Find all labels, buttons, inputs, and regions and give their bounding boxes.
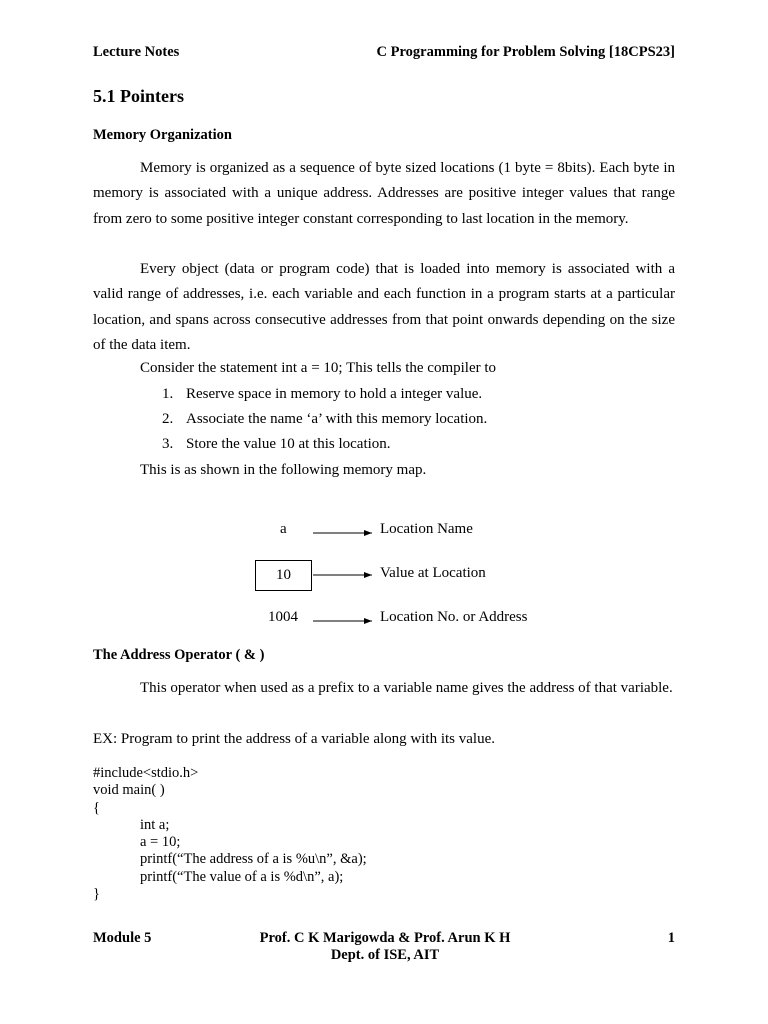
consider-statement: Consider the statement int a = 10; This tells the compiler to xyxy=(140,360,497,376)
memory-org-paragraph-1-text: Memory is organized as a sequence of byte sized locations (1 byte = 8bits). Each byte in memory is associated with a unique address. Addresses are positive integer values that range from zero to some positive integer constant corresponding to last location in the memory. xyxy=(93,160,675,227)
list-item-text: Reserve space in memory to hold a integer value. xyxy=(186,386,483,402)
list-item-text: Store the value 10 at this location. xyxy=(186,436,391,452)
footer-dept: Dept. of ISE, AIT xyxy=(330,947,440,963)
footer-page-number: 1 xyxy=(667,930,675,946)
address-operator-heading: The Address Operator ( & ) xyxy=(93,647,265,663)
address-operator-paragraph-text: This operator when used as a prefix to a variable name gives the address of that variable. xyxy=(140,680,673,696)
memory-map-intro: This is as shown in the following memory map. xyxy=(140,462,427,478)
list-item xyxy=(162,386,482,403)
memory-org-heading: Memory Organization xyxy=(93,127,232,143)
header-left: Lecture Notes xyxy=(93,44,180,60)
list-item-number: 1. xyxy=(162,386,174,402)
footer-module: Module 5 xyxy=(93,930,152,946)
code-line: } xyxy=(93,886,100,903)
memory-map-address-label: Location No. or Address xyxy=(380,609,528,625)
memory-map-value-box: 10 xyxy=(255,560,312,591)
code-block xyxy=(93,765,367,903)
memory-map-address: 1004 xyxy=(268,609,298,625)
code-line: void main( ) xyxy=(93,782,165,799)
list-item-number: 2. xyxy=(162,411,174,427)
memory-map-arrows xyxy=(310,520,380,630)
list-item xyxy=(162,411,487,428)
memory-map-variable-name: a xyxy=(280,521,287,537)
memory-org-paragraph-2-text: Every object (data or program code) that is loaded into memory is associated with a valid range of addresses, i.e. each variable and each function in a program starts at a particular location, and spans across consecutive addresses from that point onwards depending on the size of the data item. xyxy=(93,261,675,353)
memory-org-paragraph-2 xyxy=(93,257,675,358)
list-item xyxy=(162,436,391,453)
code-line: a = 10; xyxy=(140,834,181,851)
example-caption: EX: Program to print the address of a variable along with its value. xyxy=(93,731,495,747)
section-title: 5.1 Pointers xyxy=(93,86,184,106)
code-line: printf(“The address of a is %u\n”, &a); xyxy=(140,851,367,868)
memory-map-name-label: Location Name xyxy=(380,521,473,537)
header-right: C Programming for Problem Solving [18CPS23] xyxy=(376,44,675,60)
code-line: { xyxy=(93,799,100,816)
list-item-text: Associate the name ‘a’ with this memory location. xyxy=(186,411,488,427)
code-line: int a; xyxy=(140,816,170,833)
memory-map-value-label: Value at Location xyxy=(380,565,486,581)
address-operator-paragraph xyxy=(93,676,675,701)
code-line: #include<stdio.h> xyxy=(93,765,199,781)
memory-org-paragraph-1 xyxy=(93,156,675,232)
list-item-number: 3. xyxy=(162,436,174,452)
footer-authors: Prof. C K Marigowda & Prof. Arun K H xyxy=(259,930,511,946)
code-line: printf(“The value of a is %d\n”, a); xyxy=(140,868,344,885)
